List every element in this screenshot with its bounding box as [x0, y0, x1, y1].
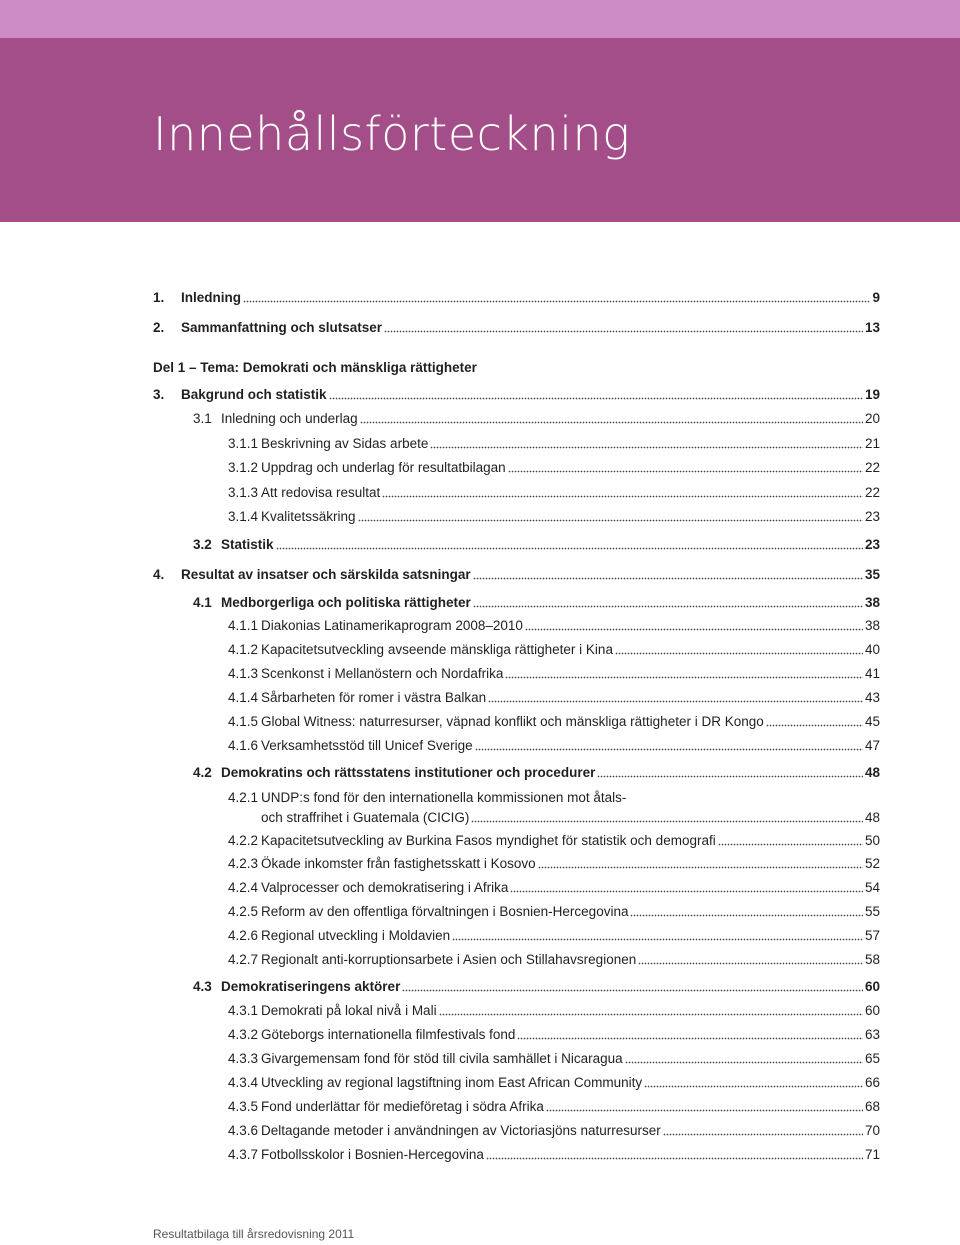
toc-page-number: 38: [864, 618, 880, 633]
dot-leader: [382, 488, 863, 498]
toc-entry-title: Statistik: [221, 537, 274, 552]
toc-entry-title: Att redovisa resultat: [261, 485, 381, 500]
page-title: Innehållsförteckning: [153, 107, 631, 161]
toc-page-number: 35: [864, 567, 880, 582]
toc-entry-title: Inledning och underlag: [221, 411, 358, 426]
toc-entry[interactable]: [228, 434, 880, 454]
toc-entry-number: 4.2.3: [228, 856, 259, 871]
toc-page-number: 66: [864, 1075, 880, 1090]
toc-part-heading: Del 1 – Tema: Demokrati och mänskliga rättigheter: [153, 360, 477, 375]
toc-page-number: 22: [864, 460, 880, 475]
toc-page-number: 13: [864, 320, 880, 335]
toc-page-number: 60: [864, 1003, 880, 1018]
top-color-band: [0, 0, 960, 38]
toc-entry-title: Kvalitetssäkring: [261, 509, 356, 524]
dot-leader: [452, 931, 863, 941]
dot-leader: [329, 390, 863, 400]
toc-entry[interactable]: [228, 854, 880, 874]
toc-entry-title: Demokratiseringens aktörer: [221, 979, 401, 994]
toc-entry-number: 2.: [153, 320, 165, 335]
toc-entry-title: Uppdrag och underlag för resultatbilagan: [261, 460, 506, 475]
toc-page-number: 19: [864, 387, 880, 402]
toc-entry-number: 3.1.1: [228, 436, 259, 451]
dot-leader: [718, 836, 863, 846]
toc-page-number: 47: [864, 738, 880, 753]
toc-entry-number: 4.3.7: [228, 1147, 259, 1162]
dot-leader: [505, 669, 863, 679]
toc-entry-number: 4.2.5: [228, 904, 259, 919]
toc-page-number: 23: [864, 509, 880, 524]
toc-page-number: 9: [872, 290, 880, 305]
toc-entry-number: 4.: [153, 567, 165, 582]
toc-entry[interactable]: [228, 926, 880, 946]
toc-entry-number: 4.1.3: [228, 666, 259, 681]
dot-leader: [538, 859, 863, 869]
toc-entry-title: Valprocesser och demokratisering i Afrika: [261, 880, 509, 895]
toc-entry[interactable]: [261, 808, 880, 828]
toc-entry[interactable]: [153, 288, 880, 308]
toc-page-number: 71: [864, 1147, 880, 1162]
toc-entry[interactable]: [228, 640, 880, 660]
toc-page-number: 22: [864, 485, 880, 500]
toc-entry-number: 4.2: [193, 765, 212, 780]
dot-leader: [488, 693, 863, 703]
toc-entry-title: Demokrati på lokal nivå i Mali: [261, 1003, 437, 1018]
footer-text: Resultatbilaga till årsredovisning 2011: [153, 1227, 355, 1241]
toc-entry-title: Sårbarheten för romer i västra Balkan: [261, 690, 487, 705]
toc-entry[interactable]: [228, 712, 880, 732]
toc-entry-title: UNDP:s fond för den internationella kommissionen mot åtals-: [261, 790, 627, 805]
toc-entry[interactable]: [228, 507, 880, 527]
toc-entry[interactable]: [228, 1025, 880, 1045]
toc-entry-number: 4.2.4: [228, 880, 259, 895]
dot-leader: [663, 1126, 863, 1136]
toc-entry-number: 4.2.1: [228, 790, 259, 805]
toc-page-number: 54: [864, 880, 880, 895]
toc-entry-title: Scenkonst i Mellanöstern och Nordafrika: [261, 666, 504, 681]
toc-entry-title: Verksamhetsstöd till Unicef Sverige: [261, 738, 473, 753]
toc-page-number: 48: [864, 765, 880, 780]
toc-entry[interactable]: [228, 458, 880, 478]
toc-entry-number: 4.3.6: [228, 1123, 259, 1138]
toc-entry[interactable]: [228, 483, 880, 503]
toc-entry-number: 4.1: [193, 595, 212, 610]
toc-entry-line1[interactable]: [228, 788, 626, 808]
toc-entry[interactable]: [228, 902, 880, 922]
toc-entry-title: Ökade inkomster från fastighetsskatt i Kosovo: [261, 856, 536, 871]
toc-entry-number: 4.3.4: [228, 1075, 259, 1090]
toc-entry-title: Utveckling av regional lagstiftning inom East African Community: [261, 1075, 643, 1090]
toc-entry[interactable]: [193, 409, 880, 429]
toc-page-number: 52: [864, 856, 880, 871]
dot-leader: [597, 768, 863, 778]
dot-leader: [430, 439, 863, 449]
dot-leader: [473, 570, 863, 580]
toc-entry[interactable]: [228, 616, 880, 636]
toc-entry[interactable]: [153, 565, 880, 585]
dot-leader: [486, 1150, 863, 1160]
toc-entry-title: Beskrivning av Sidas arbete: [261, 436, 429, 451]
dot-leader: [243, 293, 870, 303]
toc-entry[interactable]: [193, 593, 880, 613]
toc-page-number: 38: [864, 595, 880, 610]
toc-entry[interactable]: [153, 385, 880, 405]
toc-page-number: 58: [864, 952, 880, 967]
toc-entry-number: 4.2.6: [228, 928, 259, 943]
toc-entry[interactable]: [228, 1121, 880, 1141]
toc-page-number: 68: [864, 1099, 880, 1114]
dot-leader: [276, 540, 863, 550]
toc-entry-number: 4.1.2: [228, 642, 259, 657]
toc-page-number: 45: [864, 714, 880, 729]
toc-entry[interactable]: [228, 878, 880, 898]
dot-leader: [475, 741, 863, 751]
dot-leader: [384, 323, 863, 333]
toc-entry-title: Regional utveckling i Moldavien: [261, 928, 451, 943]
dot-leader: [766, 717, 863, 727]
toc-entry-title: Kapacitetsutveckling avseende mänskliga rättigheter i Kina: [261, 642, 613, 657]
dot-leader: [439, 1006, 863, 1016]
toc-entry-title: Demokratins och rättsstatens institutioner och procedurer: [221, 765, 596, 780]
toc-entry[interactable]: [228, 736, 880, 756]
toc-page-number: 63: [864, 1027, 880, 1042]
toc-page-number: 57: [864, 928, 880, 943]
toc-entry[interactable]: [228, 1049, 880, 1069]
toc-entry[interactable]: [228, 1097, 880, 1117]
toc-entry-number: 3.1.4: [228, 509, 259, 524]
toc-entry-number: 4.1.4: [228, 690, 259, 705]
toc-entry-number: 4.1.1: [228, 618, 259, 633]
toc-entry-number: 3.1: [193, 411, 212, 426]
toc-entry[interactable]: [193, 535, 880, 555]
dot-leader: [517, 1030, 863, 1040]
toc-entry-title: Global Witness: naturresurser, väpnad konflikt och mänskliga rättigheter i DR Kongo: [261, 714, 764, 729]
toc-page-number: 48: [864, 810, 880, 825]
toc-page-number: 50: [864, 833, 880, 848]
toc-entry-number: 4.3.2: [228, 1027, 259, 1042]
toc-entry-title-cont: och straffrihet i Guatemala (CICIG): [261, 810, 470, 825]
toc-entry[interactable]: [228, 831, 880, 851]
toc-page-number: 21: [864, 436, 880, 451]
toc-entry-number: 4.2.7: [228, 952, 259, 967]
toc-entry[interactable]: [228, 1073, 880, 1093]
toc-page-number: 60: [864, 979, 880, 994]
toc-entry-title: Fond underlättar för medieföretag i södra Afrika: [261, 1099, 544, 1114]
toc-entry[interactable]: [193, 763, 880, 783]
toc-entry-title: Regionalt anti-korruptionsarbete i Asien och Stillahavsregionen: [261, 952, 637, 967]
toc-entry[interactable]: [228, 688, 880, 708]
dot-leader: [471, 813, 863, 823]
toc-entry-title: Diakonias Latinamerikaprogram 2008–2010: [261, 618, 523, 633]
toc-entry[interactable]: [153, 318, 880, 338]
toc-entry-title: Kapacitetsutveckling av Burkina Fasos myndighet för statistik och demografi: [261, 833, 716, 848]
toc-entry-title: Medborgerliga och politiska rättigheter: [221, 595, 471, 610]
toc-entry-title: Fotbollsskolor i Bosnien-Hercegovina: [261, 1147, 484, 1162]
dot-leader: [360, 414, 863, 424]
dot-leader: [510, 883, 863, 893]
toc-entry-number: 4.3.1: [228, 1003, 259, 1018]
toc-entry-number: 4.2.2: [228, 833, 259, 848]
toc-page-number: 70: [864, 1123, 880, 1138]
dot-leader: [615, 645, 863, 655]
toc-page-number: 55: [864, 904, 880, 919]
toc-entry-number: 3.1.2: [228, 460, 259, 475]
toc-entry-number: 3.2: [193, 537, 212, 552]
toc-entry-number: 3.: [153, 387, 165, 402]
dot-leader: [546, 1102, 863, 1112]
dot-leader: [358, 512, 863, 522]
toc-entry-title: Bakgrund och statistik: [181, 387, 327, 402]
toc-page-number: 20: [864, 411, 880, 426]
toc-entry[interactable]: [228, 1145, 880, 1165]
dot-leader: [508, 463, 863, 473]
toc-entry-title: Deltagande metoder i användningen av Victoriasjöns naturresurser: [261, 1123, 661, 1138]
toc-entry-number: 4.3.3: [228, 1051, 259, 1066]
dot-leader: [402, 982, 863, 992]
dot-leader: [525, 621, 863, 631]
dot-leader: [644, 1078, 863, 1088]
toc-page-number: 43: [864, 690, 880, 705]
toc-entry-number: 4.3: [193, 979, 212, 994]
dot-leader: [473, 598, 863, 608]
toc-entry-title: Reform av den offentliga förvaltningen i Bosnien-Hercegovina: [261, 904, 629, 919]
toc-entry-title: Inledning: [181, 290, 241, 305]
toc-page-number: 41: [864, 666, 880, 681]
toc-page-number: 65: [864, 1051, 880, 1066]
toc-entry-number: 4.3.5: [228, 1099, 259, 1114]
toc-entry[interactable]: [228, 664, 880, 684]
toc-entry-number: 4.1.6: [228, 738, 259, 753]
toc-entry[interactable]: [228, 1001, 880, 1021]
toc-entry-number: 3.1.3: [228, 485, 259, 500]
dot-leader: [630, 907, 863, 917]
dot-leader: [638, 955, 863, 965]
toc-entry-number: 4.1.5: [228, 714, 259, 729]
toc-entry[interactable]: [228, 950, 880, 970]
dot-leader: [625, 1054, 863, 1064]
toc-page-number: 23: [864, 537, 880, 552]
toc-entry-title: Sammanfattning och slutsatser: [181, 320, 383, 335]
toc-page-number: 40: [864, 642, 880, 657]
toc-entry-title: Givargemensam fond för stöd till civila samhället i Nicaragua: [261, 1051, 623, 1066]
toc-entry-number: 1.: [153, 290, 165, 305]
toc-entry[interactable]: [193, 977, 880, 997]
toc-entry-title: Göteborgs internationella filmfestivals fond: [261, 1027, 516, 1042]
toc-entry-title: Resultat av insatser och särskilda satsningar: [181, 567, 471, 582]
